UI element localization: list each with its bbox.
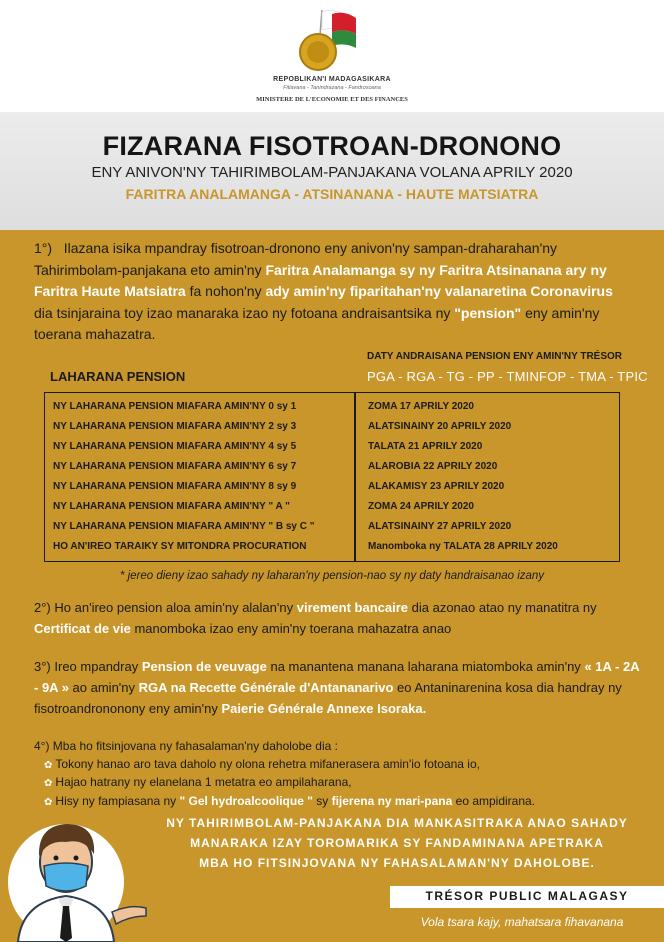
paragraph-2 xyxy=(34,597,644,639)
para4-highlight-2: fijerena ny mari-pana xyxy=(331,793,453,808)
date-cell: TALATA 21 APRILY 2020 xyxy=(368,441,483,452)
bullet-icon: ✿ xyxy=(44,778,53,789)
date-cell: ALATSINAINY 20 APRILY 2020 xyxy=(368,421,512,432)
treasury-list: PGA - RGA - TG - PP - TMINFOP - TMA - TPIC xyxy=(367,369,648,384)
bullet-icon: ✿ xyxy=(44,759,53,771)
date-cell: ZOMA 24 APRILY 2020 xyxy=(368,501,474,512)
list-item xyxy=(34,774,644,793)
table-row xyxy=(45,497,619,516)
madagascar-emblem-icon xyxy=(288,6,358,76)
date-cell: ZOMA 17 APRILY 2020 xyxy=(368,401,474,412)
table-row xyxy=(45,437,619,456)
pension-cell: NY LAHARANA PENSION MIAFARA AMIN'NY 4 sy 5 xyxy=(53,441,297,452)
para4-highlight-1: " Gel hydroalcoolique " xyxy=(179,793,313,808)
schedule-table xyxy=(44,392,620,562)
para4-bullet-3c: eo ampidirana. xyxy=(455,793,536,808)
closing-message xyxy=(130,813,664,873)
bullet-icon: ✿ xyxy=(44,796,53,808)
para4-bullet-3a: Hisy ny fampiasana ny xyxy=(55,793,177,808)
date-cell: ALATSINAINY 27 APRILY 2020 xyxy=(368,521,512,532)
table-left-header: LAHARANA PENSION xyxy=(50,369,186,384)
para1-text-4: eny amin'ny toerana mahazatra. xyxy=(34,304,600,342)
para1-text-2: fa nohon'ny xyxy=(189,283,262,299)
list-item xyxy=(34,756,644,775)
pension-cell: HO AN'IREO TARAIKY SY MITONDRA PROCURATION xyxy=(53,541,307,552)
para1-text-3: dia tsinjaraina toy izao manaraka izao ny fotoana andraisantsika ny xyxy=(34,304,451,321)
para4-bullet-3b: sy xyxy=(316,793,329,808)
paragraph-1 xyxy=(34,238,634,346)
para3-num: 3°) xyxy=(34,659,51,674)
page-subtitle: ENY ANIVON'NY TAHIRIMBOLAM-PANJAKANA VOLANA APRILY 2020 xyxy=(91,164,573,181)
table-row xyxy=(45,537,619,556)
para4-bullet-2: Hajao hatrany ny elanelana 1 metatra eo ampilaharana, xyxy=(55,775,352,789)
date-cell: ALAKAMISY 23 APRILY 2020 xyxy=(368,481,505,492)
table-row xyxy=(45,397,619,416)
date-cell: Manomboka ny TALATA 28 APRILY 2020 xyxy=(368,541,558,552)
pension-cell: NY LAHARANA PENSION MIAFARA AMIN'NY 2 sy 3 xyxy=(53,421,297,432)
para3-highlight-2: « 1A - 2A - 9A » xyxy=(34,659,640,695)
closing-line-2: MANARAKA IZAY TOROMARIKA SY FANDAMINANA APETRAKA xyxy=(190,836,604,850)
para2-text-3: manomboka izao eny amin'ny toerana mahazatra anao xyxy=(134,621,452,636)
table-right-header: DATY ANDRAISANA PENSION ENY AMIN'NY TRÉSOR xyxy=(367,351,622,362)
pension-cell: NY LAHARANA PENSION MIAFARA AMIN'NY " A " xyxy=(53,501,290,512)
para3-highlight-4: Paierie Générale Annexe Isoraka. xyxy=(221,701,427,716)
paragraph-4 xyxy=(34,738,644,811)
pension-cell: NY LAHARANA PENSION MIAFARA AMIN'NY 6 sy 7 xyxy=(53,461,297,472)
para1-quote: "pension" xyxy=(454,304,522,321)
ministry-name: MINISTERE DE L'ECONOMIE ET DES FINANCES xyxy=(256,96,408,103)
table-row xyxy=(45,457,619,476)
regions: FARITRA ANALAMANGA - ATSINANANA - HAUTE MATSIATRA xyxy=(125,186,539,202)
date-cell: ALAROBIA 22 APRILY 2020 xyxy=(368,461,498,472)
para4-bullet-1: Tokony hanao aro tava daholo ny olona rehetra mifanerasera amin'io fotoana io, xyxy=(55,756,480,771)
para3-highlight-3: RGA na Recette Générale d'Antananarivo xyxy=(138,680,394,695)
para3-highlight-1: Pension de veuvage xyxy=(141,659,267,674)
para4-intro: 4°) Mba ho fitsinjovana ny fahasalaman'ny daholobe dia : xyxy=(34,739,338,753)
para3-text-3: ao amin'ny xyxy=(72,680,136,695)
para1-text-1: Ilazana isika mpandray fisotroan-dronono eny anivon'ny sampan-draharahan'ny Tahirimbolam-panjakana eto amin'ny xyxy=(34,240,558,278)
para2-text-1: Ho an'ireo pension aloa amin'ny alalan'ny xyxy=(54,600,294,615)
para2-num: 2°) xyxy=(34,600,51,615)
para1-highlight-2: ady amin'ny fiparitahan'ny valanaretina Coronavirus xyxy=(265,283,613,299)
para2-highlight-2: Certificat de vie xyxy=(34,621,131,636)
table-row xyxy=(45,517,619,536)
page-title: FIZARANA FISOTROAN-DRONONO xyxy=(102,131,562,161)
para3-text-4: eo Antaninarenina kosa dia handray ny fisotroandrononony eny amin'ny xyxy=(34,680,622,716)
footnote: * jereo dieny izao sahady ny laharan'ny pension-nao sy ny daty handraisanao izany xyxy=(119,570,545,582)
table-row xyxy=(45,477,619,496)
para3-text-1: Ireo mpandray xyxy=(54,659,139,674)
para2-highlight-1: virement bancaire xyxy=(296,600,409,615)
republic-name: REPOBLIKAN'I MADAGASIKARA xyxy=(273,76,391,83)
para2-text-2: dia azonao atao ny manatitra ny xyxy=(411,600,597,615)
para1-num: 1°) xyxy=(34,240,53,256)
pension-cell: NY LAHARANA PENSION MIAFARA AMIN'NY 8 sy 9 xyxy=(53,481,297,492)
slogan: Vola tsara kajy, mahatsara fihavanana xyxy=(420,915,624,929)
closing-line-1: NY TAHIRIMBOLAM-PANJAKANA DIA MANKASITRAKA ANAO SAHADY xyxy=(166,816,628,830)
paragraph-3 xyxy=(34,656,644,719)
pension-cell: NY LAHARANA PENSION MIAFARA AMIN'NY 0 sy 1 xyxy=(53,401,297,412)
pension-cell: NY LAHARANA PENSION MIAFARA AMIN'NY " B sy C " xyxy=(53,521,315,532)
organization-name: TRÉSOR PUBLIC MALAGASY xyxy=(425,889,629,903)
para3-text-2: na manantena manana laharana miatomboka amin'ny xyxy=(270,659,581,674)
para1-highlight-1: Faritra Analamanga sy ny Faritra Atsinanana ary ny Faritra Haute Matsiatra xyxy=(34,261,607,299)
closing-line-3: MBA HO FITSINJOVANA NY FAHASALAMAN'NY DAHOLOBE. xyxy=(199,856,595,870)
table-row xyxy=(45,417,619,436)
motto: Fitiavana - Tanindrazana - Fandrosoana xyxy=(283,85,381,91)
